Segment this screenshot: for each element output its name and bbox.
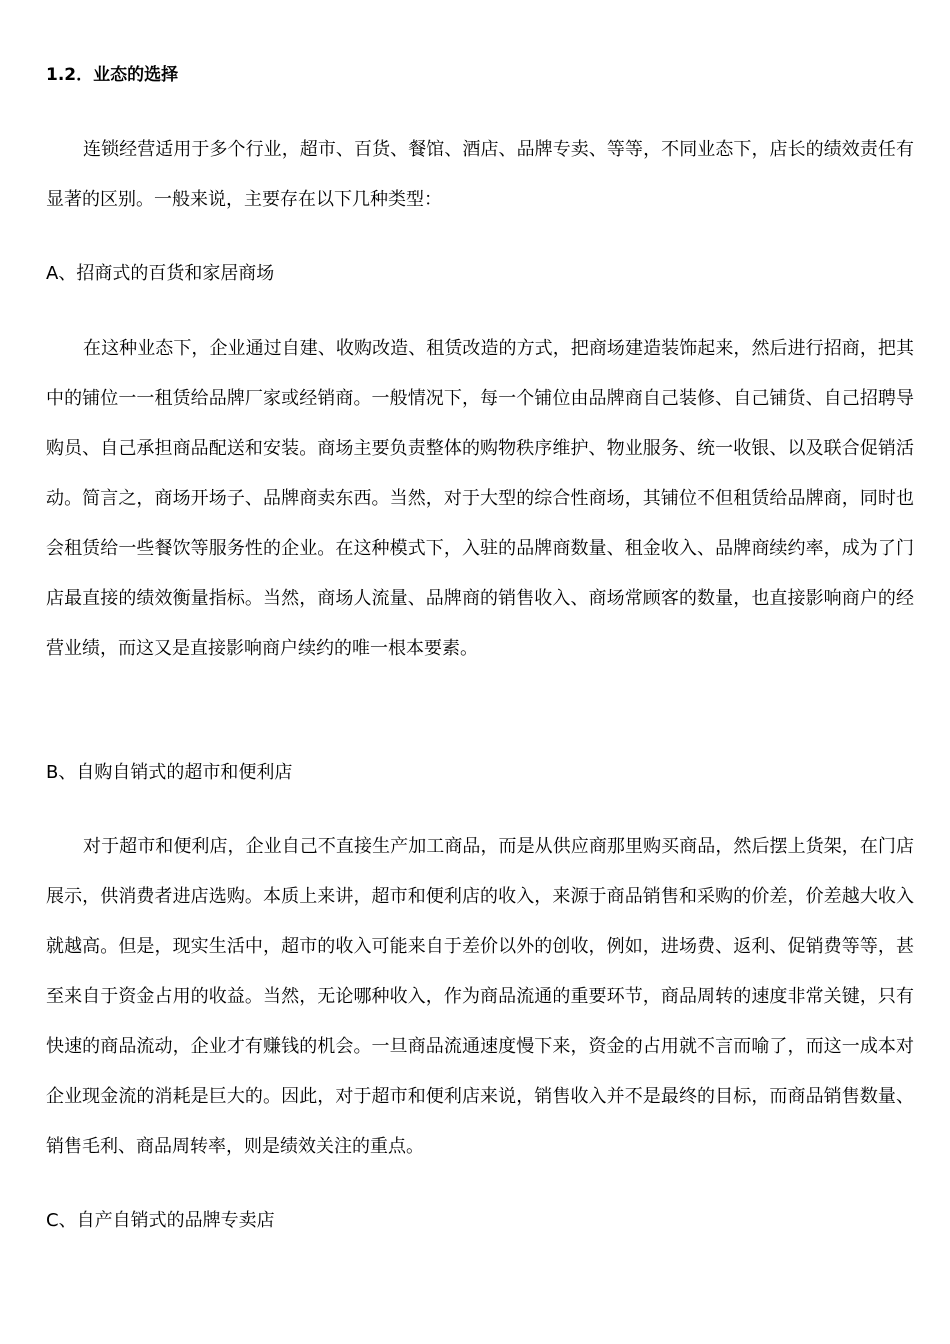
type-a-paragraph: 在这种业态下，企业通过自建、收购改造、租赁改造的方式，把商场建造装饰起来，然后进行招商，把其中的铺位一一租赁给品牌厂家或经销商。一般情况下，每一个铺位由品牌商自己装修、自己铺货、自己招聘导购员、自己承担商品配送和安装。商场主要负责整体的购物秩序维护、物业服务、统一收银、以及联合促销活动。简言之，商场开场子、品牌商卖东西。当然，对于大型的综合性商场，其铺位不但租赁给品牌商，同时也会租赁给一些餐饮等服务性的企业。在这种模式下，入驻的品牌商数量、租金收入、品牌商续约率，成为了门店最直接的绩效衡量指标。当然，商场人流量、品牌商的销售收入、商场常顾客的数量，也直接影响商户的经营业绩，而这又是直接影响商户续约的唯一根本要素。 [46,338,914,659]
type-c-title: C、自产自销式的品牌专卖店 [46,1210,275,1231]
type-b-paragraph: 对于超市和便利店，企业自己不直接生产加工商品，而是从供应商那里购买商品，然后摆上货架，在门店展示，供消费者进店选购。本质上来讲，超市和便利店的收入，来源于商品销售和采购的价差，价差越大收入就越高。但是，现实生活中，超市的收入可能来自于差价以外的创收，例如，进场费、返利、促销费等等，甚至来自于资金占用的收益。当然，无论哪种收入，作为商品流通的重要环节，商品周转的速度非常关键，只有快速的商品流动，企业才有赚钱的机会。一旦商品流通速度慢下来，资金的占用就不言而喻了，而这一成本对企业现金流的消耗是巨大的。因此，对于超市和便利店来说，销售收入并不是最终的目标，而商品销售数量、销售毛利、商品周转率，则是绩效关注的重点。 [46,836,914,1157]
section-heading: 1.2．业态的选择 [46,65,179,85]
type-b-title: B、自购自销式的超市和便利店 [46,762,293,783]
type-a-title: A、招商式的百货和家居商场 [46,263,275,284]
intro-paragraph: 连锁经营适用于多个行业，超市、百货、餐馆、酒店、品牌专卖、等等，不同业态下，店长的绩效责任有显著的区别。一般来说，主要存在以下几种类型： [46,139,914,210]
